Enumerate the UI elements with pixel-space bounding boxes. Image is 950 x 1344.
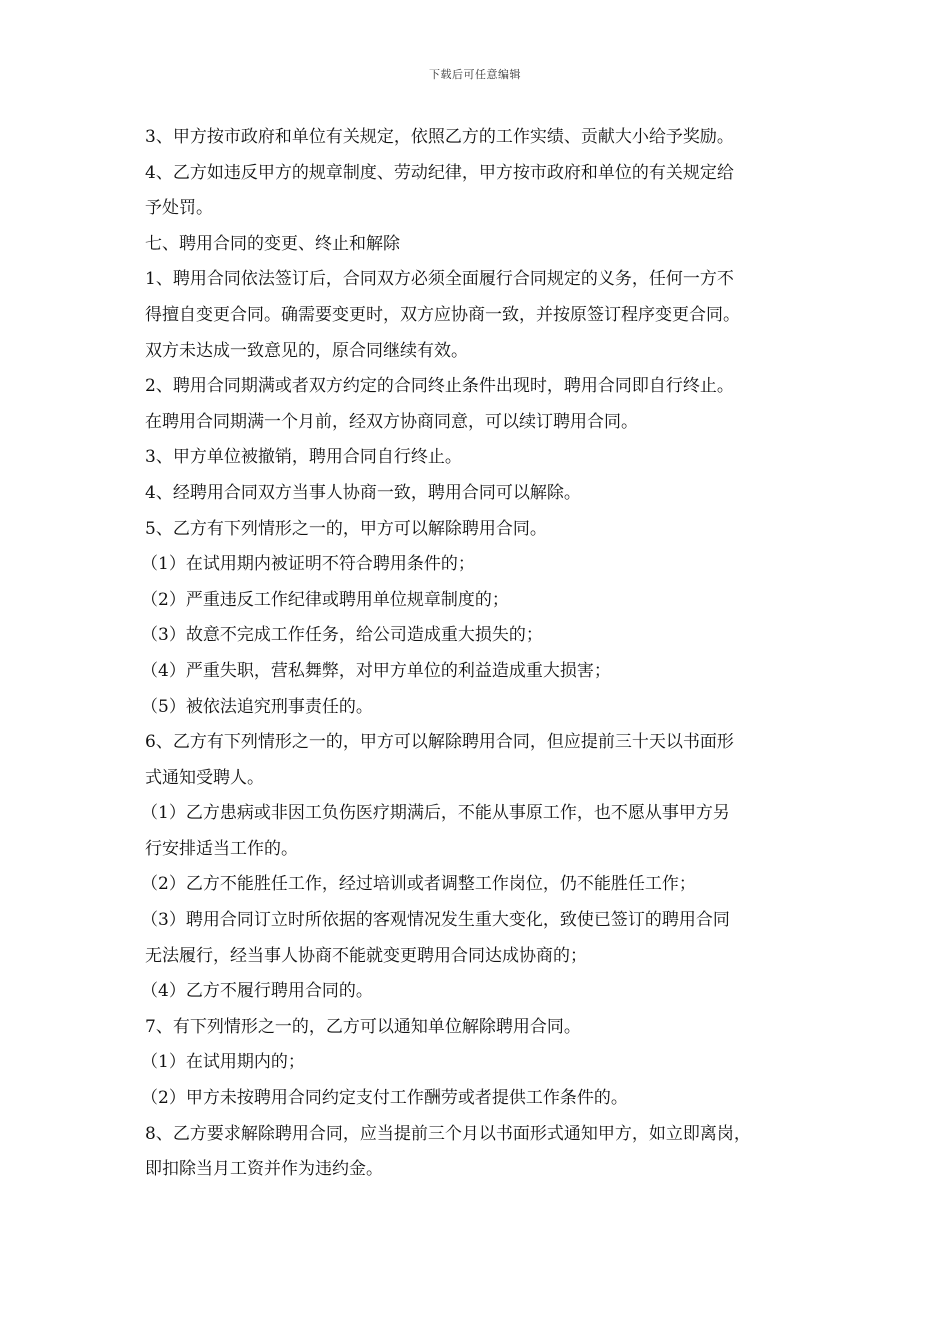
list-item: （1）在试用期内的； (141, 1052, 305, 1073)
list-item: （1）乙方患病或非因工负伤医疗期满后，不能从事原工作，也不愿从事甲方另 (141, 803, 730, 824)
list-item-continuation: 无法履行，经当事人协商不能就变更聘用合同达成协商的； (145, 945, 587, 966)
list-item: （2）严重违反工作纪律或聘用单位规章制度的； (141, 589, 509, 610)
document-body (141, 120, 815, 1188)
list-item: （4）乙方不履行聘用合同的。 (141, 981, 373, 1002)
list-item: （2）乙方不能胜任工作，经过培训或者调整工作岗位，仍不能胜任工作； (141, 874, 696, 895)
list-item: （3）聘用合同订立时所依据的客观情况发生重大变化，致使已签订的聘用合同 (141, 910, 730, 931)
section-heading: 七、聘用合同的变更、终止和解除 (145, 233, 400, 254)
list-item-continuation: 行安排适当工作的。 (145, 838, 298, 859)
page-header: 下载后可任意编辑 (429, 68, 521, 81)
paragraph-line: 2、聘用合同期满或者双方约定的合同终止条件出现时，聘用合同即自行终止。 (145, 376, 734, 397)
paragraph-line: 4、经聘用合同双方当事人协商一致，聘用合同可以解除。 (145, 482, 581, 503)
paragraph-line: 得擅自变更合同。确需要变更时，双方应协商一致，并按原签订程序变更合同。 (145, 304, 740, 325)
paragraph-line: 双方未达成一致意见的，原合同继续有效。 (145, 340, 468, 361)
paragraph-line: 5、乙方有下列情形之一的，甲方可以解除聘用合同。 (145, 518, 547, 539)
list-item: （1）在试用期内被证明不符合聘用条件的； (141, 554, 475, 575)
paragraph-line: 予处罚。 (145, 198, 213, 219)
list-item: （2）甲方未按聘用合同约定支付工作酬劳或者提供工作条件的。 (141, 1088, 628, 1109)
paragraph-line: 4、乙方如违反甲方的规章制度、劳动纪律，甲方按市政府和单位的有关规定给 (145, 162, 734, 183)
paragraph-line: 1、聘用合同依法签订后，合同双方必须全面履行合同规定的义务，任何一方不 (145, 269, 734, 290)
paragraph-line: 6、乙方有下列情形之一的，甲方可以解除聘用合同，但应提前三十天以书面形 (145, 732, 734, 753)
list-item: （5）被依法追究刑事责任的。 (141, 696, 373, 717)
paragraph-line: 3、甲方按市政府和单位有关规定，依照乙方的工作实绩、贡献大小给予奖励。 (145, 127, 734, 147)
paragraph-line: 在聘用合同期满一个月前，经双方协商同意，可以续订聘用合同。 (145, 411, 638, 432)
list-item: （3）故意不完成工作任务，给公司造成重大损失的； (141, 625, 543, 646)
paragraph-line: 3、甲方单位被撤销，聘用合同自行终止。 (145, 447, 462, 468)
paragraph-line: 式通知受聘人。 (145, 767, 264, 788)
paragraph-line: 即扣除当月工资并作为违约金。 (145, 1159, 383, 1180)
list-item: （4）严重失职，营私舞弊，对甲方单位的利益造成重大损害； (141, 660, 611, 681)
paragraph-line: 8、乙方要求解除聘用合同，应当提前三个月以书面形式通知甲方，如立即离岗， (145, 1123, 751, 1144)
paragraph-line: 7、有下列情形之一的，乙方可以通知单位解除聘用合同。 (145, 1016, 581, 1037)
